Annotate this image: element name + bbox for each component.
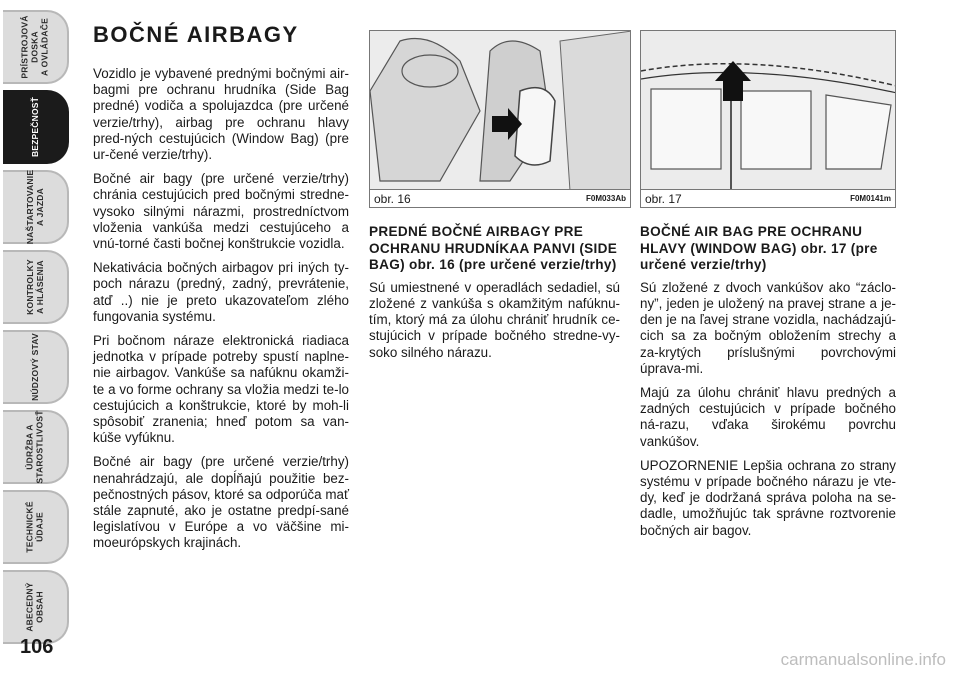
tab-label: NÚDZOVÝ STAV xyxy=(30,333,41,401)
tab-technicke-udaje[interactable] xyxy=(3,490,69,564)
paragraph: Sú umiestnené v operadlách sedadiel, sú zložené z vankúša s okamžitým nafúknu-tím, ktorý má za úlohu chrániť hrudník ce-stujúcich v prípade bočného stredne-vy-soko silného nárazu. xyxy=(369,279,620,360)
watermark: carmanualsonline.info xyxy=(780,650,946,669)
tab-label: ABECEDNÝ OBSAH xyxy=(25,582,45,632)
page-number: 106 xyxy=(20,636,54,658)
figure-caption xyxy=(641,189,895,207)
page-title: BOČNÉ AIRBAGY xyxy=(93,22,299,47)
paragraph: Vozidlo je vybavené prednými bočnými air-bagmi pre ochranu hrudníka (Side Bag predné) vodiča a spolujazdca (pre určené verzie/trhy), airbag pre ochranu hlavy pred-ných cestujúcich (Window Bag) (pre ur-čené verzie/trhy). xyxy=(93,66,349,163)
seat-illustration xyxy=(370,31,631,191)
column-1 xyxy=(93,66,349,560)
window-bag-illustration xyxy=(641,31,896,191)
figure-label: obr. 17 xyxy=(645,191,682,206)
tab-nastartovanie[interactable] xyxy=(3,170,69,244)
tab-label: NAŠTARTOVANIE A JAZDA xyxy=(25,169,46,245)
paragraph: Nekativácia bočných airbagov pri iných ty-poch nárazu (predný, zadný, prevrátenie, atď ..) nie je preto ukazovateľom zlého fungovania systému. xyxy=(93,260,349,324)
paragraph: Majú za úlohu chrániť hlavu predných a zadných cestujúcich v prípade bočného ná-razu, vďaka širokému povrchu vankúšov. xyxy=(640,385,896,449)
section-heading-side-bag: PREDNÉ BOČNÉ AIRBAGY PRE OCHRANU HRUDNÍKAA PANVI (SIDE BAG) obr. 16 (pre určené verzie/trhy) xyxy=(369,224,618,273)
tab-abecedny-obsah[interactable] xyxy=(3,570,69,644)
section-heading-window-bag: BOČNÉ AIR BAG PRE OCHRANU HLAVY (WINDOW BAG) obr. 17 (pre určené verzie/trhy) xyxy=(640,224,878,273)
figure-code: F0M0141m xyxy=(850,194,891,203)
tab-nudzovy-stav[interactable] xyxy=(3,330,69,404)
paragraph: Pri bočnom náraze elektronická riadiaca jednotka v prípade potreby spustí naplne-nie airbagov. Vankúše sa nafúknu okamži-te a vo forme ochrany sa vložia medzi te-lo cestujúcich a konštrukcie, ktoré by moh-li spôsobiť zranenia; hneď potom sa van-kúše vyfúknu. xyxy=(93,333,349,446)
tab-pristrojova-doska[interactable] xyxy=(3,10,69,84)
paragraph: Bočné air bagy (pre určené verzie/trhy) chránia cestujúcich pred bočnými stredne-vysoko silnými nárazmi, prostredníctvom vloženia vankúša medzi cestujúceho a vnú-torné časti bočnej konštrukcie vozidla. xyxy=(93,171,349,252)
paragraph: Sú zložené z dvoch vankúšov ako “záclo-ny”, jeden je uložený na pravej strane a je-den je na ľavej strane vozidla, nachádzajú-cich sa za bočným obložením strechy a za-krytých príslušnými povrchovými úprava-mi. xyxy=(640,279,896,376)
tab-udrzba[interactable] xyxy=(3,410,69,484)
column-2 xyxy=(369,224,620,369)
tab-label: TECHNICKÉ ÚDAJE xyxy=(24,501,45,553)
column-3 xyxy=(640,224,896,547)
figure-17 xyxy=(640,30,896,208)
figure-16 xyxy=(369,30,631,208)
figure-label: obr. 16 xyxy=(374,191,411,206)
figure-code: F0M033Ab xyxy=(585,194,626,203)
tab-bezpecnost[interactable] xyxy=(3,90,69,164)
tab-label: KONTROLKY A HLÁSENIA xyxy=(24,259,45,315)
tab-label: PRÍSTROJOVÁ DOSKA A OVLÁDAČE xyxy=(19,15,50,79)
tab-label: ÚDRŽBA A STAROSTLIVOSŤ xyxy=(25,410,45,484)
paragraph: UPOZORNENIE Lepšia ochrana zo strany systému v prípade bočného nárazu je vte-dy, keď je dodržaná správa poloha na se-dadle, umožňujúc tak správne roztvorenie bočných air bagov. xyxy=(640,457,896,538)
paragraph: Bočné air bagy (pre určené verzie/trhy) nenahrádzajú, ale dopĺňajú použitie bez-pečnostných pásov, ktoré sa odporúča mať stále zapnuté, ako je ostatne predpí-sané legislatívou v Európe a vo väčšine mi-moeurópskych krajinách. xyxy=(93,454,349,551)
tab-kontrolky[interactable] xyxy=(3,250,69,324)
figure-caption xyxy=(370,189,630,207)
tab-label: BEZPEČNOSŤ xyxy=(30,96,40,158)
